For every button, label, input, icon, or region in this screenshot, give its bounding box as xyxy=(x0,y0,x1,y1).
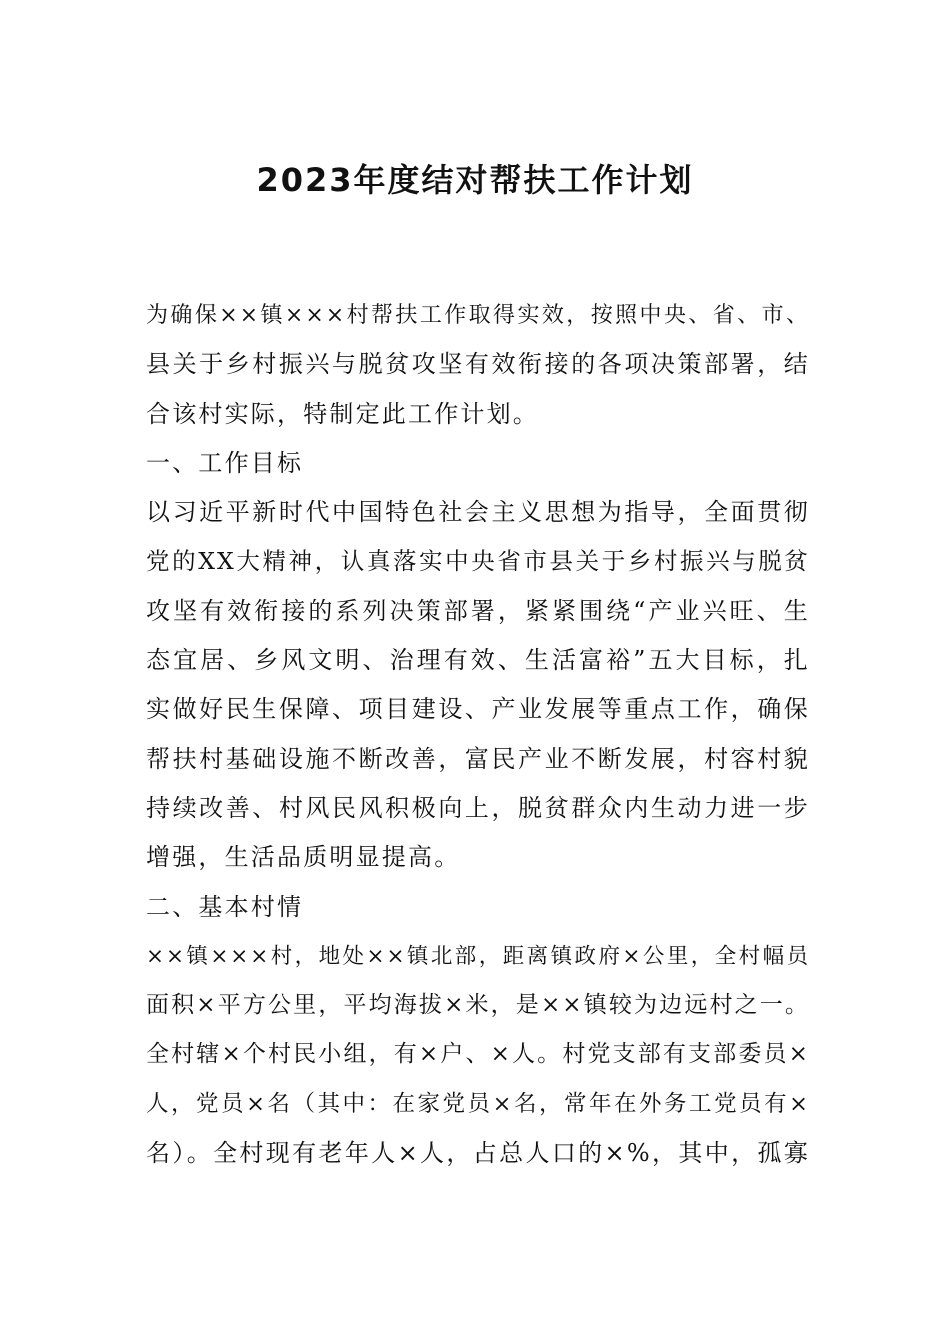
text-line: 党的XX大精神，认真落实中央省市县关于乡村振兴与脱贫 xyxy=(146,547,810,576)
text-line: 人，党员×名（其中：在家党员×名，常年在外务工党员有× xyxy=(146,1090,810,1117)
text-line: 攻坚有效衔接的系列决策部署，紧紧围绕“产业兴旺、生 xyxy=(146,596,810,625)
text-line: 为确保××镇×××村帮扶工作取得实效，按照中央、省、市、 xyxy=(146,303,810,328)
document-title: 2023年度结对帮扶工作计划 xyxy=(256,161,694,199)
text-line: 帮扶村基础设施不断改善，富民产业不断发展，村容村貌 xyxy=(146,744,810,773)
document-body xyxy=(146,291,810,1178)
text-line: 持续改善、村风民风积极向上，脱贫群众内生动力进一步 xyxy=(146,793,810,822)
text-line: 名）。全村现有老年人×人，占总人口的×%，其中，孤寡 xyxy=(146,1139,810,1168)
text-line: 全村辖×个村民小组，有×户、×人。村党支部有支部委员× xyxy=(146,1041,810,1068)
section-heading-village: 二、基本村情 xyxy=(146,892,304,921)
text-line: ××镇×××村，地处××镇北部，距离镇政府×公里，全村幅员 xyxy=(146,943,810,969)
text-line: 面积×平方公里，平均海拔×米，是××镇较为边远村之一。 xyxy=(146,992,810,1019)
section-heading-goals: 一、工作目标 xyxy=(146,448,304,477)
text-line: 县关于乡村振兴与脱贫攻坚有效衔接的各项决策部署，结 xyxy=(146,350,810,379)
text-line: 态宜居、乡风文明、治理有效、生活富裕”五大目标，扎 xyxy=(146,646,810,675)
text-line: 实做好民生保障、项目建设、产业发展等重点工作，确保 xyxy=(146,695,810,724)
text-line: 以习近平新时代中国特色社会主义思想为指导，全面贯彻 xyxy=(146,498,810,527)
text-line: 合该村实际，特制定此工作计划。 xyxy=(146,399,539,428)
text-line: 增强，生活品质明显提高。 xyxy=(146,843,461,872)
